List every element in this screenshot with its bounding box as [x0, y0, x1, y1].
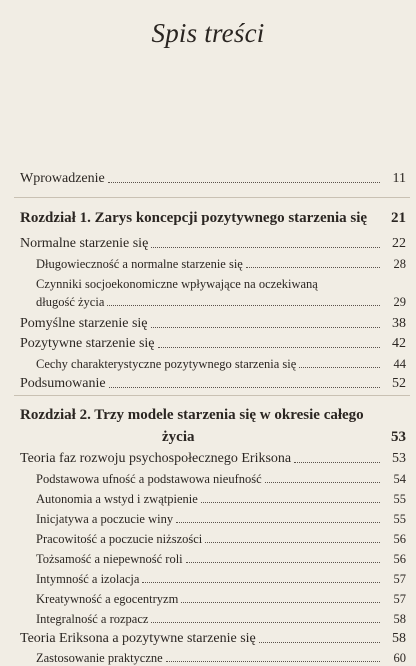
toc-entry-page: 53 [392, 451, 406, 466]
dot-leader [181, 602, 380, 603]
toc-chapter-title: Rozdział 1. Zarys koncepcji pozytywnego starzenia się [20, 210, 368, 226]
dot-leader [176, 522, 380, 523]
toc-entry-title: Integralność a rozpacz [36, 612, 149, 626]
toc-entry-title: Kreatywność a egocentryzm [36, 592, 179, 606]
divider [14, 197, 410, 198]
page-title: Spis treści [151, 18, 265, 48]
toc-entry-page: 11 [392, 171, 406, 186]
dot-leader [158, 347, 380, 348]
toc-entry[interactable] [20, 330, 406, 352]
toc-chapter-title: życia [162, 429, 195, 445]
toc-entry-title: Wprowadzenie [20, 171, 105, 186]
toc-entry-title: Normalne starzenie się [20, 236, 149, 251]
dot-leader [151, 327, 380, 328]
toc-entry[interactable] [36, 585, 406, 607]
toc-entry-title: Intymność a izolacja [36, 572, 140, 586]
toc-chapter-1[interactable] [20, 204, 406, 226]
toc-entry[interactable] [36, 565, 406, 587]
toc-entry-title: Długowieczność a normalne starzenie się [36, 257, 243, 271]
dot-leader [246, 267, 380, 268]
toc-entry-page: 58 [392, 631, 406, 646]
toc-entry-title: Pozytywne starzenie się [20, 336, 155, 351]
toc-entry-title: Podsumowanie [20, 376, 106, 391]
toc-entry-page: 57 [393, 572, 406, 586]
toc-entry[interactable] [36, 250, 406, 272]
toc-entry-page: 56 [393, 552, 406, 566]
toc-entry-title: Cechy charakterystyczne pozytywnego starzenia się [36, 357, 297, 371]
toc-entry-page: 28 [393, 257, 406, 271]
toc-entry-page: 44 [393, 357, 406, 371]
toc-entry-title: Tożsamość a niepewność roli [36, 552, 183, 566]
toc-entry-page: 38 [392, 316, 406, 331]
toc-entry-page: 42 [392, 336, 406, 351]
toc-entry-page: 55 [393, 512, 406, 526]
toc-entry-page: 29 [393, 295, 406, 309]
toc-entry-title: Teoria Eriksona a pozytywne starzenie się [20, 631, 256, 646]
toc-entry-title: Podstawowa ufność a podstawowa nieufność [36, 472, 262, 486]
dot-leader [259, 642, 380, 643]
dot-leader [205, 542, 380, 543]
toc-chapter-title: Rozdział 2. Trzy modele starzenia się w okresie całego [20, 407, 364, 423]
toc-chapter-page: 21 [391, 210, 406, 226]
toc-entry-title: Zastosowanie praktyczne [36, 651, 163, 665]
toc-entry-title: Pomyślne starzenie się [20, 316, 148, 331]
dot-leader [109, 387, 380, 388]
dot-leader [166, 661, 380, 662]
toc-entry-page: 56 [393, 532, 406, 546]
dot-leader [201, 502, 380, 503]
toc-entry[interactable] [36, 505, 406, 527]
toc-entry-page: 55 [393, 492, 406, 506]
toc-entry-title: długość życia [36, 295, 105, 309]
toc-entry[interactable] [36, 465, 406, 487]
toc-entry-page: 60 [393, 651, 406, 665]
toc-entry-intro[interactable] [20, 165, 406, 187]
toc-entry[interactable] [36, 485, 406, 507]
toc-entry[interactable] [20, 230, 406, 252]
toc-entry-title: Autonomia a wstyd i zwątpienie [36, 492, 198, 506]
dot-leader [107, 305, 380, 306]
toc-entry[interactable] [20, 370, 406, 392]
divider [14, 395, 410, 396]
dot-leader [186, 562, 380, 563]
dot-leader [108, 182, 380, 183]
dot-leader [294, 462, 380, 463]
toc-entry-page: 52 [392, 376, 406, 391]
dot-leader [299, 367, 380, 368]
toc-entry[interactable] [36, 605, 406, 627]
toc-entry-title: Czynniki socjoekonomiczne wpływające na oczekiwaną [36, 277, 318, 291]
toc-entry[interactable] [20, 445, 406, 467]
dot-leader [151, 622, 380, 623]
toc-entry-page: 54 [393, 472, 406, 486]
dot-leader [142, 582, 380, 583]
toc-entry[interactable] [36, 288, 406, 310]
toc-chapter-page: 53 [391, 429, 406, 445]
toc-chapter-2[interactable] [20, 401, 406, 423]
toc-chapter-2-cont[interactable] [162, 423, 406, 445]
toc-entry[interactable] [36, 545, 406, 567]
dot-leader [265, 482, 380, 483]
toc-entry[interactable] [36, 350, 406, 372]
toc-entry[interactable] [36, 644, 406, 666]
toc-entry-page: 57 [393, 592, 406, 606]
toc-entry-title: Teoria faz rozwoju psychospołecznego Eriksona [20, 451, 292, 466]
toc-entry-title: Pracowitość a poczucie niższości [36, 532, 203, 546]
toc-entry-page: 22 [392, 236, 406, 251]
toc-entry[interactable] [36, 525, 406, 547]
toc-entry[interactable] [20, 310, 406, 332]
toc-entry-page: 58 [393, 612, 406, 626]
dot-leader [151, 247, 380, 248]
toc-entry-title: Inicjatywa a poczucie winy [36, 512, 174, 526]
